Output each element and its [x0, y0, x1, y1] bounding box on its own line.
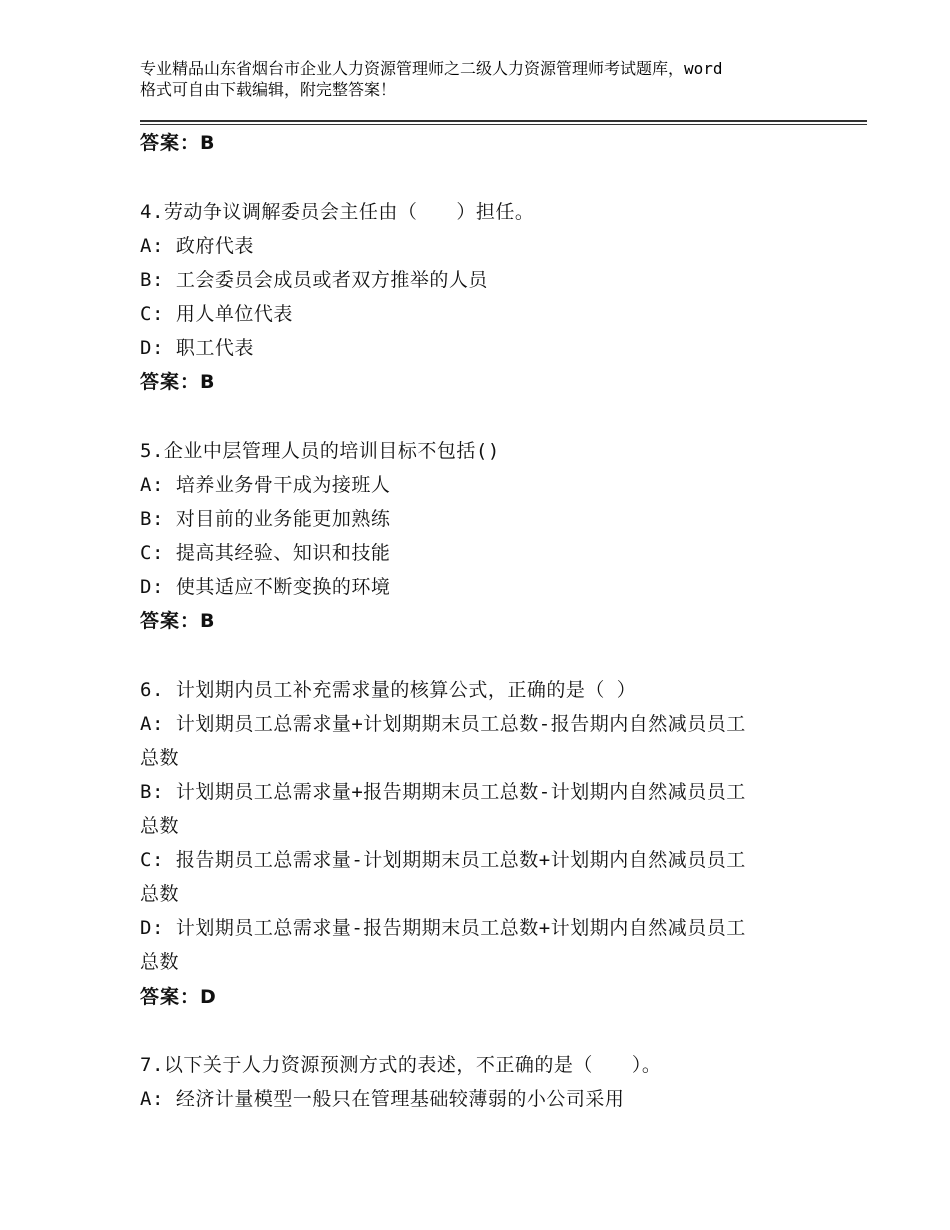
question-6-text: 6. 计划期内员工补充需求量的核算公式，正确的是（ ） [140, 679, 637, 701]
header-line-1: 专业精品山东省烟台市企业人力资源管理师之二级人力资源管理师考试题库，word [140, 59, 723, 78]
question-6-option-b-cont: 总数 [140, 815, 180, 837]
question-6-option-a-cont: 总数 [140, 747, 180, 769]
question-6-option-c-cont: 总数 [140, 883, 180, 905]
header-line-2: 格式可自由下载编辑，附完整答案！ [140, 80, 397, 99]
question-4-option-b: B: 工会委员会成员或者双方推举的人员 [140, 269, 488, 291]
question-4-option-a: A: 政府代表 [140, 235, 254, 257]
question-4-option-d: D: 职工代表 [140, 337, 254, 359]
question-5-option-b: B: 对目前的业务能更加熟练 [140, 508, 391, 530]
answer-label: 答案：B [140, 132, 216, 154]
question-4-text: 4.劳动争议调解委员会主任由（ ）担任。 [140, 201, 535, 223]
question-6-option-d-cont: 总数 [140, 951, 180, 973]
header-rule-thin [140, 124, 867, 125]
question-5-option-d: D: 使其适应不断变换的环境 [140, 576, 391, 598]
question-5-option-c: C: 提高其经验、知识和技能 [140, 542, 391, 564]
question-7-text: 7.以下关于人力资源预测方式的表述，不正确的是（ ）。 [140, 1054, 662, 1076]
question-4-answer: 答案：B [140, 371, 216, 393]
question-4-option-c: C: 用人单位代表 [140, 303, 293, 325]
question-7-option-a: A: 经济计量模型一般只在管理基础较薄弱的小公司采用 [140, 1088, 625, 1110]
header-rule-thick [140, 120, 867, 122]
question-5-text: 5.企业中层管理人员的培训目标不包括() [140, 440, 500, 462]
question-6-option-a: A: 计划期员工总需求量+计划期期末员工总数-报告期内自然减员员工 [140, 713, 746, 735]
question-6-answer: 答案：D [140, 986, 217, 1008]
question-5-option-a: A: 培养业务骨干成为接班人 [140, 474, 391, 496]
question-6-option-b: B: 计划期员工总需求量+报告期期末员工总数-计划期内自然减员员工 [140, 781, 746, 803]
question-6-option-d: D: 计划期员工总需求量-报告期期末员工总数+计划期内自然减员员工 [140, 917, 746, 939]
question-6-option-c: C: 报告期员工总需求量-计划期期末员工总数+计划期内自然减员员工 [140, 849, 746, 871]
page-header [140, 58, 830, 100]
question-5-answer: 答案：B [140, 610, 216, 632]
